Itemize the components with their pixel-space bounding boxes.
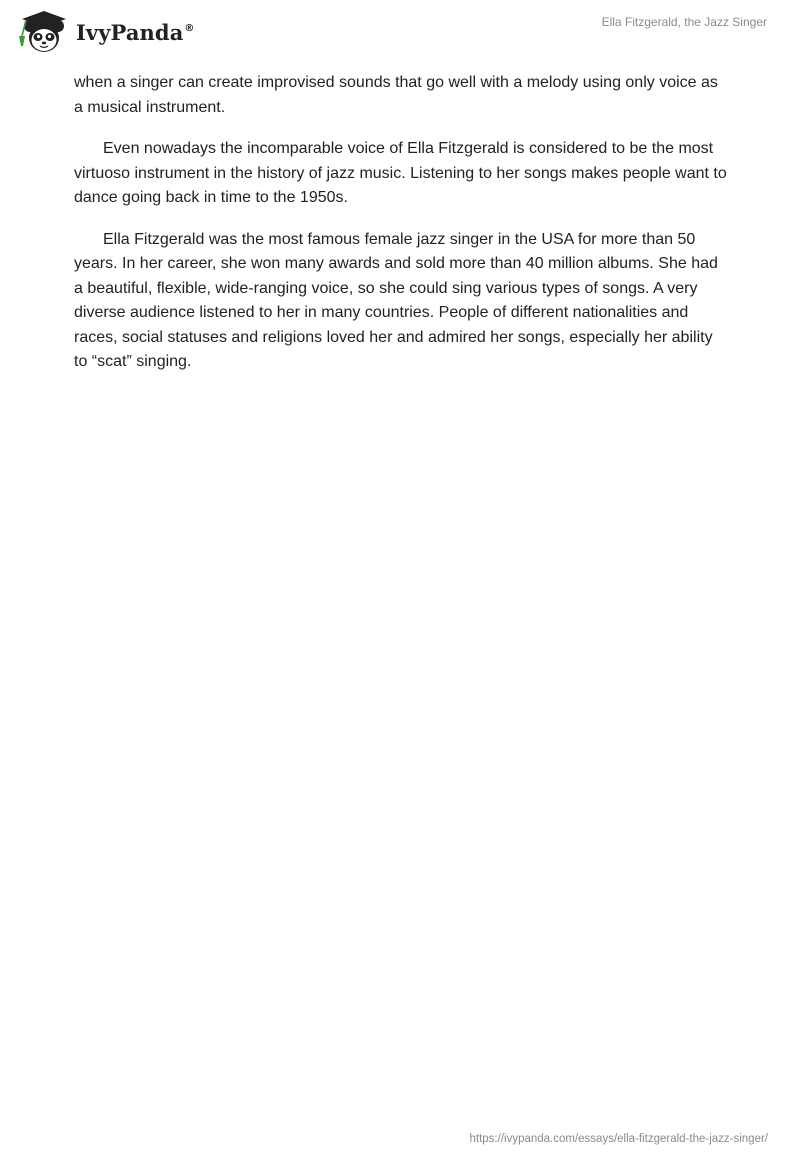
- brand-name: IvyPanda®: [76, 19, 195, 45]
- page-header: [0, 0, 800, 70]
- paragraph: Ella Fitzgerald was the most famous female jazz singer in the USA for more than 50 years. In her career, she won many awards and sold more than 40 million albums. She had a beautiful, flexible, wide-ranging voice, so she could sing various types of songs. A very diverse audience listened to her in many countries. People of different nationalities and races, social statuses and religions loved her and admired her songs, especially her ability to “scat” singing.: [74, 230, 718, 370]
- paragraph: Even nowadays the incomparable voice of Ella Fitzgerald is considered to be the most virtuoso instrument in the history of jazz music. Listening to her songs makes people want to dance going back in time to the 1950s.: [74, 140, 727, 206]
- document-title: Ella Fitzgerald, the Jazz Singer: [601, 15, 767, 29]
- registered-mark: ®: [184, 22, 195, 34]
- paragraph-continuation: when a singer can create improvised sounds that go well with a melody using only voice as a musical instrument.: [74, 74, 718, 116]
- brand-logo[interactable]: [14, 6, 195, 56]
- panda-graduate-icon: [14, 6, 72, 56]
- source-url-link[interactable]: https://ivypanda.com/essays/ella-fitzgerald-the-jazz-singer/: [469, 1133, 768, 1145]
- essay-body: [74, 71, 728, 392]
